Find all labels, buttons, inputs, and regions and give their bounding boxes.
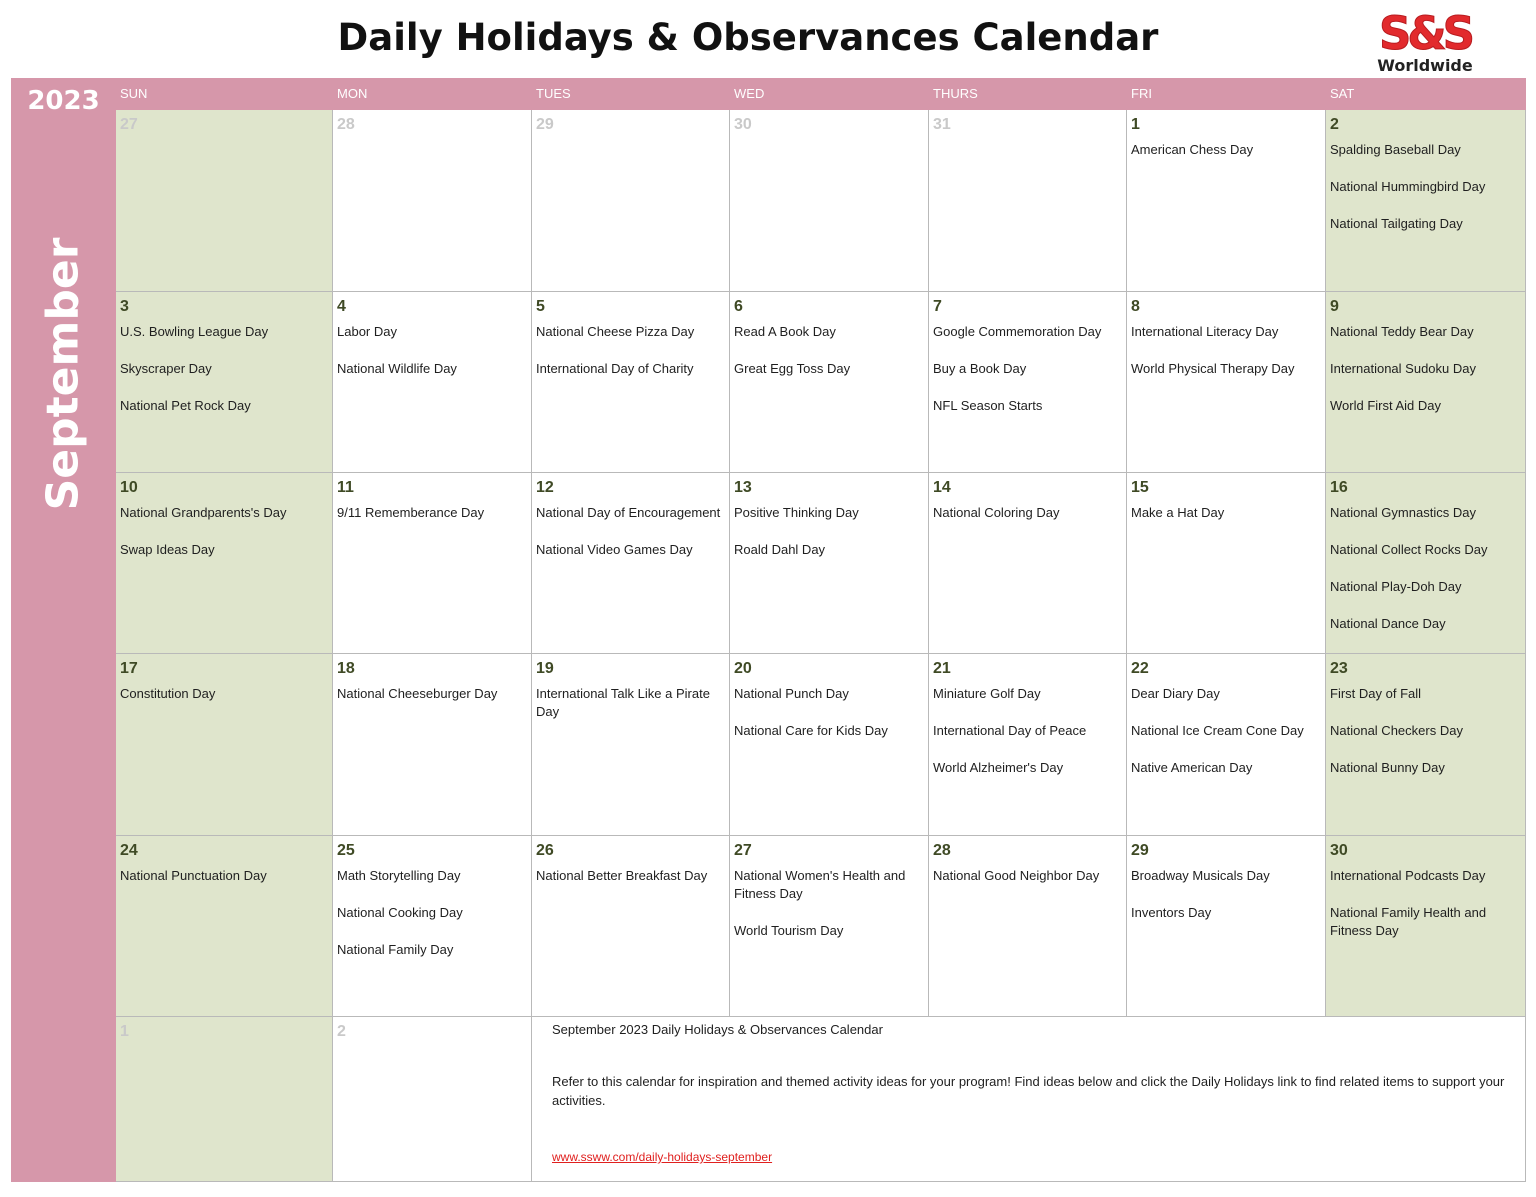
page-title: Daily Holidays & Observances Calendar (337, 16, 1159, 59)
logo-mark: S&S (1378, 7, 1472, 60)
event-list (933, 867, 1123, 885)
day-number: 1 (1131, 116, 1140, 133)
event-item: National Wildlife Day (337, 361, 457, 376)
day-cell (929, 473, 1127, 654)
event-item: National Family Health and Fitness Day (1330, 905, 1487, 938)
event-list (1330, 867, 1522, 940)
day-cell (1326, 836, 1526, 1017)
event-list (337, 867, 528, 959)
day-cell (116, 836, 333, 1017)
event-item: National Punctuation Day (120, 868, 267, 883)
event-list (536, 685, 726, 721)
day-number: 28 (337, 116, 355, 133)
event-item: National Cheeseburger Day (337, 686, 498, 701)
event-item: National Grandparents's Day (120, 505, 287, 520)
daily-holidays-link[interactable]: www.ssww.com/daily-holidays-september (552, 1150, 773, 1164)
day-number: 24 (120, 842, 138, 859)
day-cell (1127, 110, 1326, 292)
day-number: 27 (734, 842, 752, 859)
event-item: National Collect Rocks Day (1330, 542, 1488, 557)
day-number: 12 (536, 479, 554, 496)
day-number: 2 (337, 1023, 346, 1040)
event-list (1131, 504, 1322, 522)
day-cell (532, 110, 730, 292)
day-number: 20 (734, 660, 752, 677)
event-item: National Tailgating Day (1330, 216, 1463, 231)
event-list (1131, 685, 1322, 777)
event-list (1131, 867, 1322, 922)
event-item: Swap Ideas Day (120, 542, 215, 557)
event-item: World Alzheimer's Day (933, 760, 1064, 775)
event-list (1330, 685, 1522, 777)
day-number: 7 (933, 298, 942, 315)
event-item: Skyscraper Day (120, 361, 212, 376)
day-cell (333, 836, 532, 1017)
day-number: 28 (933, 842, 951, 859)
event-item: Spalding Baseball Day (1330, 142, 1461, 157)
event-item: International Literacy Day (1131, 324, 1279, 339)
day-number: 15 (1131, 479, 1149, 496)
day-number: 29 (536, 116, 554, 133)
day-number: 18 (337, 660, 355, 677)
day-number: 19 (536, 660, 554, 677)
day-number: 5 (536, 298, 545, 315)
weekday-fri: FRI (1131, 86, 1152, 101)
event-list (933, 323, 1123, 415)
weekday-tues: TUES (536, 86, 571, 101)
event-item: National Better Breakfast Day (536, 868, 708, 883)
event-item: National Pet Rock Day (120, 398, 251, 413)
calendar-note (532, 1017, 1526, 1182)
day-cell (1127, 292, 1326, 473)
event-item: National Hummingbird Day (1330, 179, 1486, 194)
day-number: 13 (734, 479, 752, 496)
day-cell (532, 654, 730, 836)
day-cell (730, 473, 929, 654)
event-list (933, 504, 1123, 522)
event-list (337, 323, 528, 378)
event-item: National Care for Kids Day (734, 723, 888, 738)
day-cell (929, 654, 1127, 836)
event-item: International Day of Peace (933, 723, 1087, 738)
day-cell (333, 292, 532, 473)
event-item: National Play-Doh Day (1330, 579, 1462, 594)
day-cell (730, 110, 929, 292)
calendar-grid (116, 110, 1526, 1182)
event-list (734, 685, 925, 740)
day-cell (116, 654, 333, 836)
day-cell (929, 292, 1127, 473)
event-item: National Family Day (337, 942, 454, 957)
event-item: Read A Book Day (734, 324, 836, 339)
event-item: Inventors Day (1131, 905, 1212, 920)
weekday-header (116, 78, 1526, 110)
day-cell (1326, 110, 1526, 292)
event-item: U.S. Bowling League Day (120, 324, 269, 339)
day-number: 2 (1330, 116, 1339, 133)
event-list (1131, 323, 1322, 378)
event-list (536, 504, 726, 559)
event-list (120, 504, 329, 559)
event-item: First Day of Fall (1330, 686, 1422, 701)
event-list (120, 685, 329, 703)
event-list (536, 323, 726, 378)
event-item: Great Egg Toss Day (734, 361, 851, 376)
event-item: National Gymnastics Day (1330, 505, 1476, 520)
event-item: International Sudoku Day (1330, 361, 1476, 376)
day-number: 31 (933, 116, 951, 133)
event-item: World Tourism Day (734, 923, 844, 938)
day-number: 10 (120, 479, 138, 496)
day-number: 14 (933, 479, 951, 496)
day-cell (333, 473, 532, 654)
event-list (1131, 141, 1322, 159)
day-cell (333, 1017, 532, 1182)
day-number: 26 (536, 842, 554, 859)
year-label: 2023 (27, 86, 100, 116)
day-number: 9 (1330, 298, 1339, 315)
event-item: National Punch Day (734, 686, 849, 701)
day-cell (1127, 473, 1326, 654)
day-cell (116, 1017, 333, 1182)
note-heading: September 2023 Daily Holidays & Observances Calendar (552, 1022, 883, 1037)
day-cell (730, 654, 929, 836)
day-number: 27 (120, 116, 138, 133)
event-item: International Talk Like a Pirate Day (536, 686, 710, 719)
day-cell (532, 292, 730, 473)
weekday-thurs: THURS (933, 86, 978, 101)
event-item: Roald Dahl Day (734, 542, 826, 557)
event-item: Make a Hat Day (1131, 505, 1225, 520)
day-cell (1326, 654, 1526, 836)
weekday-wed: WED (734, 86, 765, 101)
event-item: Math Storytelling Day (337, 868, 461, 883)
day-cell (116, 473, 333, 654)
month-label: September (37, 237, 89, 511)
event-item: National Bunny Day (1330, 760, 1445, 775)
day-number: 6 (734, 298, 743, 315)
event-list (734, 504, 925, 559)
logo-subtitle: Worldwide (1377, 56, 1473, 75)
day-cell (929, 836, 1127, 1017)
day-number: 4 (337, 298, 346, 315)
day-cell (730, 292, 929, 473)
day-cell (929, 110, 1127, 292)
event-item: Miniature Golf Day (933, 686, 1041, 701)
weekday-mon: MON (337, 86, 368, 101)
event-list (536, 867, 726, 885)
day-number: 8 (1131, 298, 1140, 315)
event-list (734, 323, 925, 378)
event-item: National Ice Cream Cone Day (1131, 723, 1304, 738)
event-item: National Teddy Bear Day (1330, 324, 1474, 339)
month-sidebar (11, 78, 116, 1182)
event-item: NFL Season Starts (933, 398, 1043, 413)
event-item: Positive Thinking Day (734, 505, 859, 520)
event-item: National Cooking Day (337, 905, 463, 920)
day-cell (1326, 473, 1526, 654)
day-number: 25 (337, 842, 355, 859)
day-cell (333, 654, 532, 836)
day-cell (730, 836, 929, 1017)
ssw-logo (1370, 7, 1480, 76)
day-number: 29 (1131, 842, 1149, 859)
day-number: 23 (1330, 660, 1348, 677)
event-list (337, 685, 528, 703)
day-cell (1127, 836, 1326, 1017)
event-list (734, 867, 925, 940)
event-item: Labor Day (337, 324, 397, 339)
event-item: National Good Neighbor Day (933, 868, 1100, 883)
event-list (337, 504, 528, 522)
day-number: 30 (734, 116, 752, 133)
day-number: 11 (337, 479, 354, 496)
day-cell (1127, 654, 1326, 836)
day-cell (116, 110, 333, 292)
event-item: Dear Diary Day (1131, 686, 1220, 701)
note-body: Refer to this calendar for inspiration and themed activity ideas for your program! Find ideas below and click the Daily Holidays link to find related items to support your activities. (552, 1074, 1505, 1108)
day-number: 21 (933, 660, 951, 677)
event-item: Native American Day (1131, 760, 1253, 775)
day-number: 17 (120, 660, 138, 677)
event-item: World Physical Therapy Day (1131, 361, 1295, 376)
event-item: National Coloring Day (933, 505, 1060, 520)
day-cell (1326, 292, 1526, 473)
weekday-sun: SUN (120, 86, 148, 101)
event-list (1330, 504, 1522, 633)
day-cell (532, 836, 730, 1017)
event-item: National Dance Day (1330, 616, 1446, 631)
event-list (120, 867, 329, 885)
day-number: 22 (1131, 660, 1149, 677)
day-number: 30 (1330, 842, 1348, 859)
event-item: National Video Games Day (536, 542, 693, 557)
event-item: Broadway Musicals Day (1131, 868, 1270, 883)
event-item: Google Commemoration Day (933, 324, 1102, 339)
day-number: 1 (120, 1023, 129, 1040)
event-item: National Women's Health and Fitness Day (734, 868, 906, 901)
event-list (1330, 323, 1522, 415)
event-item: National Cheese Pizza Day (536, 324, 695, 339)
event-item: Constitution Day (120, 686, 216, 701)
event-item: American Chess Day (1131, 142, 1254, 157)
event-item: 9/11 Rememberance Day (337, 505, 485, 520)
event-item: National Day of Encouragement (536, 505, 721, 520)
event-item: Buy a Book Day (933, 361, 1027, 376)
weekday-sat: SAT (1330, 86, 1355, 101)
day-cell (532, 473, 730, 654)
event-item: International Day of Charity (536, 361, 694, 376)
day-number: 16 (1330, 479, 1348, 496)
event-item: National Checkers Day (1330, 723, 1463, 738)
event-item: World First Aid Day (1330, 398, 1442, 413)
event-list (933, 685, 1123, 777)
day-cell (116, 292, 333, 473)
event-list (120, 323, 329, 415)
event-list (1330, 141, 1522, 233)
day-cell (333, 110, 532, 292)
day-number: 3 (120, 298, 129, 315)
event-item: International Podcasts Day (1330, 868, 1486, 883)
